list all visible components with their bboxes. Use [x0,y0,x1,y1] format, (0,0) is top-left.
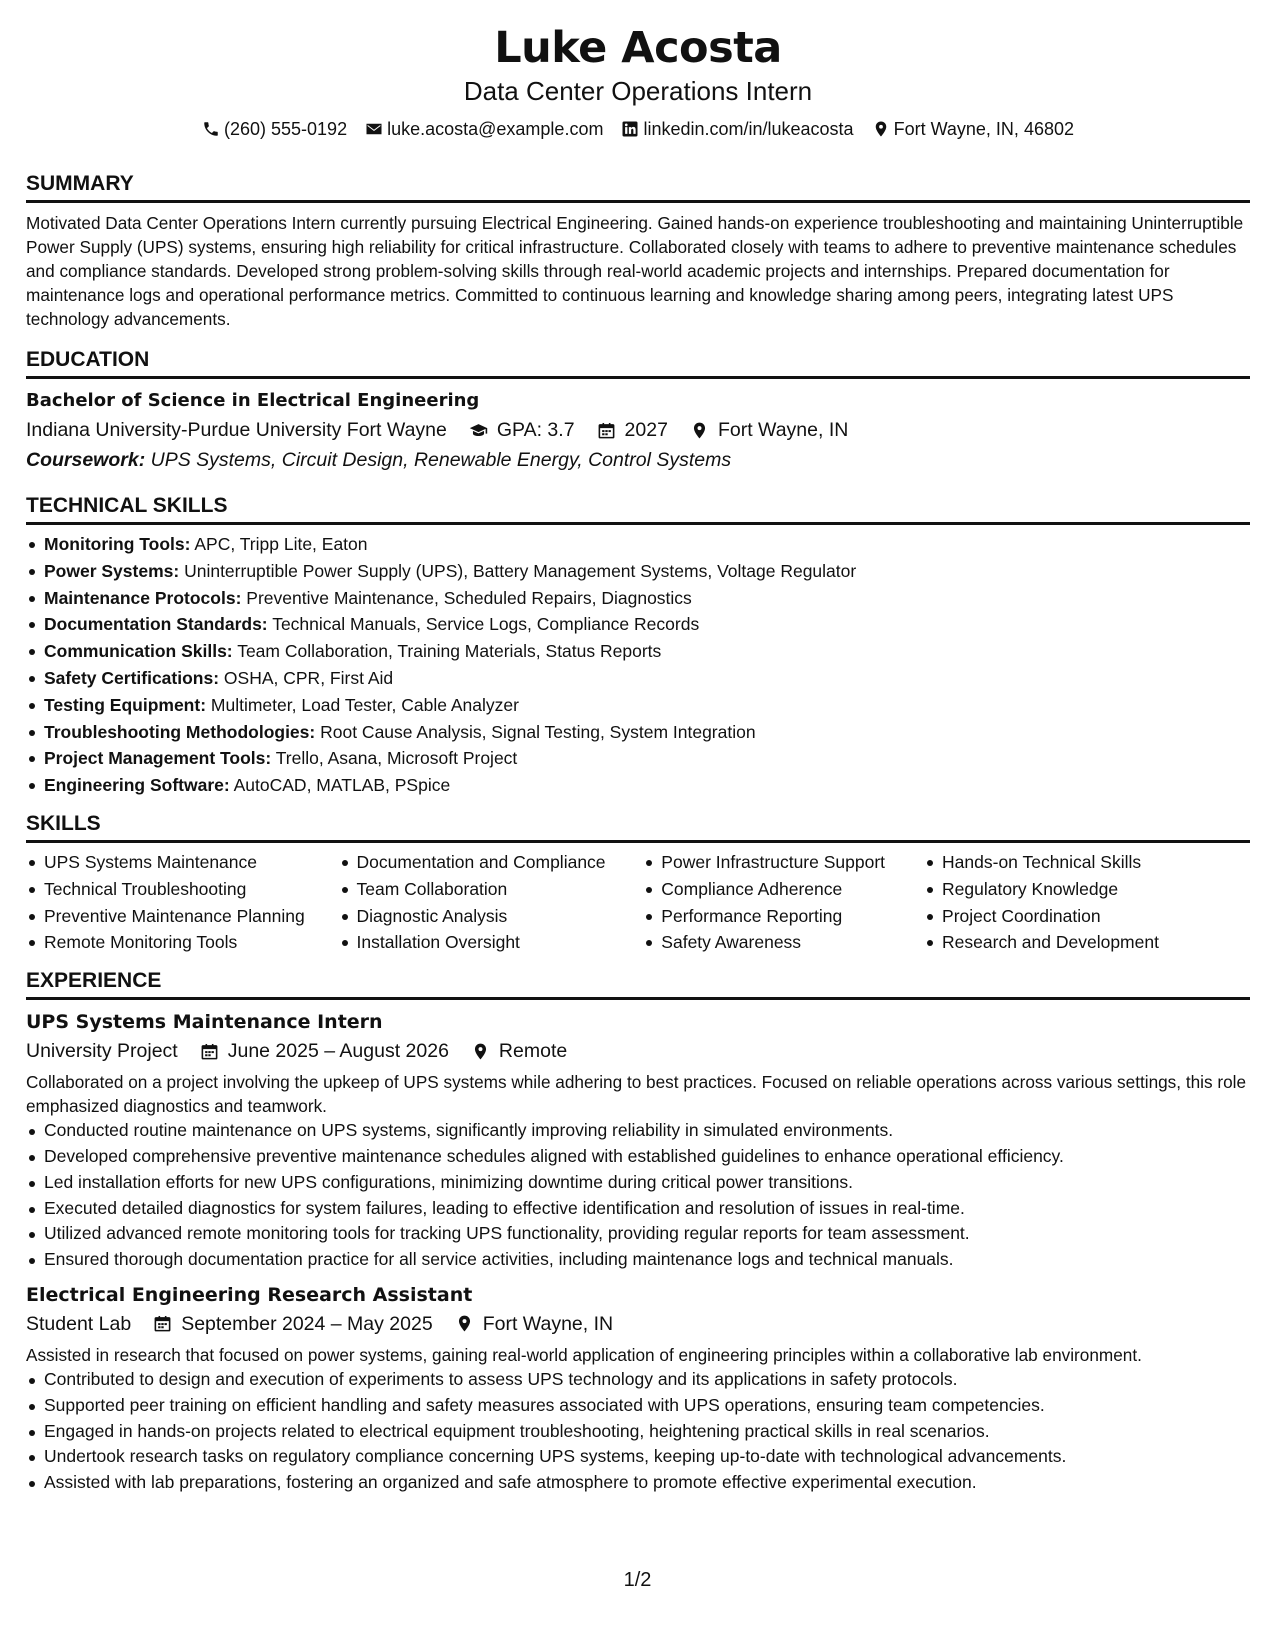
linkedin-icon [621,120,639,138]
skills-column [924,849,1250,956]
tech-skill-label: Project Management Tools: [44,748,272,769]
job-bullet: Engaged in hands-on projects related to electrical equipment troubleshooting, heightening practical skills in real scenarios. [44,1419,1250,1445]
email-link[interactable]: luke.acosta@example.com [387,119,604,139]
map-pin-icon [690,421,709,440]
tech-skill-item [44,558,1250,585]
calendar-icon [153,1314,172,1333]
tech-skill-value: OSHA, CPR, First Aid [223,667,394,688]
tech-skill-value: Technical Manuals, Service Logs, Compliance Records [272,614,700,635]
summary-section [26,171,1250,331]
technical-skills-list [26,531,1250,799]
tech-skill-label: Safety Certifications: [44,667,220,688]
skill-item: UPS Systems Maintenance [44,849,339,876]
education-meta [26,415,1250,445]
job-location: Fort Wayne, IN [482,1312,614,1335]
resume-page [26,0,1250,1496]
job-entry [26,1008,1250,1273]
job-bullet: Contributed to design and execution of experiments to assess UPS technology and its applications in safety protocols. [44,1367,1250,1393]
school-name: Indiana University-Purdue University Fort Wayne [26,419,447,441]
job-bullet: Assisted with lab preparations, fostering an organized and safe atmosphere to promote effective experimental execution. [44,1470,1250,1496]
job-meta [26,1309,1250,1339]
tech-skill-label: Maintenance Protocols: [44,587,242,608]
contact-email[interactable] [365,117,603,141]
phone-text: (260) 555-0192 [223,119,348,139]
tech-skill-label: Troubleshooting Methodologies: [44,721,316,742]
calendar-icon [597,421,616,440]
coursework-line [26,445,1250,475]
job-bullet: Supported peer training on efficient handling and safety measures associated with UPS operations, ensuring team competencies. [44,1393,1250,1419]
tech-skill-value: Trello, Asana, Microsoft Project [275,748,518,769]
tech-skill-item [44,692,1250,719]
tech-skill-label: Testing Equipment: [44,694,207,715]
map-pin-icon [471,1042,490,1061]
tech-skill-item [44,772,1250,799]
job-bullets [26,1367,1250,1496]
technical-skills-heading: TECHNICAL SKILLS [26,493,1250,525]
job-org: Student Lab [26,1312,132,1335]
job-meta [26,1036,1250,1066]
job-entry [26,1281,1250,1496]
skill-item: Performance Reporting [661,903,924,930]
job-description: Collaborated on a project involving the upkeep of UPS systems while adhering to best practices. Focused on reliable operations across various settings, this role emphasized diagnostics and teamwork. [26,1072,1247,1117]
skill-item: Remote Monitoring Tools [44,929,339,956]
job-bullet: Conducted routine maintenance on UPS systems, significantly improving reliability in simulated environments. [44,1118,1250,1144]
job-location: Remote [498,1040,568,1063]
tech-skill-value: Preventive Maintenance, Scheduled Repairs, Diagnostics [246,587,692,608]
page-number: 1/2 [623,1569,652,1591]
coursework-list: UPS Systems, Circuit Design, Renewable Energy, Control Systems [150,449,732,471]
skills-column [339,849,644,956]
skill-item: Technical Troubleshooting [44,876,339,903]
location-text: Fort Wayne, IN, 46802 [893,119,1074,139]
tech-skill-value: Root Cause Analysis, Signal Testing, System Integration [320,721,756,742]
job-bullet: Led installation efforts for new UPS configurations, minimizing downtime during critical power transitions. [44,1170,1250,1196]
tech-skill-label: Monitoring Tools: [44,534,191,554]
tech-skill-label: Engineering Software: [44,775,230,796]
job-org: University Project [26,1040,178,1063]
skills-heading: SKILLS [26,811,1250,843]
job-bullet: Executed detailed diagnostics for system failures, leading to effective identification and resolution of issues in real-time. [44,1196,1250,1222]
skill-item: Preventive Maintenance Planning [44,903,339,930]
skills-column [26,849,339,956]
contact-phone [202,117,347,141]
experience-section [26,968,1250,1496]
experience-heading: EXPERIENCE [26,968,1250,1000]
skill-item: Team Collaboration [357,876,644,903]
job-bullet: Undertook research tasks on regulatory compliance concerning UPS systems, keeping up-to-date with technological advancements. [44,1444,1250,1470]
tech-skill-value: Team Collaboration, Training Materials, Status Reports [237,641,662,662]
tech-skill-label: Communication Skills: [44,641,233,662]
job-dates: June 2025 – August 2026 [227,1040,449,1063]
degree-title: Bachelor of Science in Electrical Engineering [26,390,480,411]
calendar-icon [200,1042,219,1061]
summary-text: Motivated Data Center Operations Intern currently pursuing Electrical Engineering. Gained hands-on experience troubleshooting and maintaining Uninterruptible Power Supply (UPS) systems, ensuring high reliability for critical infrastructure. Collaborated closely with teams to adhere to preventive maintenance schedules and compliance standards. Developed strong problem-solving skills through real-world academic projects and internships. Prepared documentation for maintenance logs and operational performance metrics. Committed to continuous learning and knowledge sharing among peers, integrating latest UPS technology advancements. [26,213,1244,329]
phone-icon [202,120,220,138]
contact-bar [26,117,1250,141]
skills-grid [26,849,1250,956]
tech-skill-item [44,585,1250,612]
job-description: Assisted in research that focused on power systems, gaining real-world application of engineering principles within a collaborative lab environment. [26,1344,1142,1365]
envelope-icon [365,120,383,138]
tech-skill-item [44,665,1250,692]
skills-section [26,811,1250,956]
skill-item: Safety Awareness [661,929,924,956]
skill-item: Power Infrastructure Support [661,849,924,876]
tech-skill-value: APC, Tripp Lite, Eaton [194,534,368,554]
gpa-text: GPA: 3.7 [496,419,575,441]
summary-heading: SUMMARY [26,171,1250,203]
technical-skills-section [26,493,1250,799]
tech-skill-item [44,745,1250,772]
graduation-cap-icon [469,421,488,440]
education-section [26,347,1250,475]
tech-skill-item [44,611,1250,638]
skill-item: Hands-on Technical Skills [942,849,1250,876]
job-dates: September 2024 – May 2025 [181,1312,433,1335]
skill-item: Compliance Adherence [661,876,924,903]
candidate-title: Data Center Operations Intern [463,76,813,106]
tech-skill-item [44,531,1250,558]
tech-skill-item [44,719,1250,746]
graduation-year: 2027 [624,419,668,441]
tech-skill-label: Documentation Standards: [44,614,268,635]
job-bullet: Ensured thorough documentation practice for all service activities, including maintenance logs and technical manuals. [44,1247,1250,1273]
skill-item: Diagnostic Analysis [357,903,644,930]
job-bullet: Utilized advanced remote monitoring tools for tracking UPS functionality, providing regular reports for team assessment. [44,1221,1250,1247]
coursework-label: Coursework: [26,449,146,471]
job-bullets [26,1118,1250,1273]
job-bullet: Developed comprehensive preventive maintenance schedules aligned with established guidelines to enhance operational efficiency. [44,1144,1250,1170]
map-pin-icon [455,1314,474,1333]
tech-skill-value: AutoCAD, MATLAB, PSpice [233,775,451,796]
linkedin-link[interactable]: linkedin.com/in/lukeacosta [643,119,854,139]
skill-item: Project Coordination [942,903,1250,930]
skill-item: Documentation and Compliance [357,849,644,876]
job-title: UPS Systems Maintenance Intern [26,1011,383,1034]
education-heading: EDUCATION [26,347,1250,379]
candidate-name: Luke Acosta [494,23,782,73]
skill-item: Regulatory Knowledge [942,876,1250,903]
tech-skill-label: Power Systems: [44,560,180,581]
skill-item: Installation Oversight [357,929,644,956]
job-title: Electrical Engineering Research Assistant [26,1283,473,1306]
tech-skill-value: Multimeter, Load Tester, Cable Analyzer [210,694,519,715]
skill-item: Research and Development [942,929,1250,956]
map-pin-icon [872,120,890,138]
skills-column [643,849,924,956]
contact-linkedin[interactable] [621,117,853,141]
contact-location [872,117,1074,141]
education-location: Fort Wayne, IN [717,419,849,441]
tech-skill-value: Uninterruptible Power Supply (UPS), Battery Management Systems, Voltage Regulator [184,560,857,581]
tech-skill-item [44,638,1250,665]
